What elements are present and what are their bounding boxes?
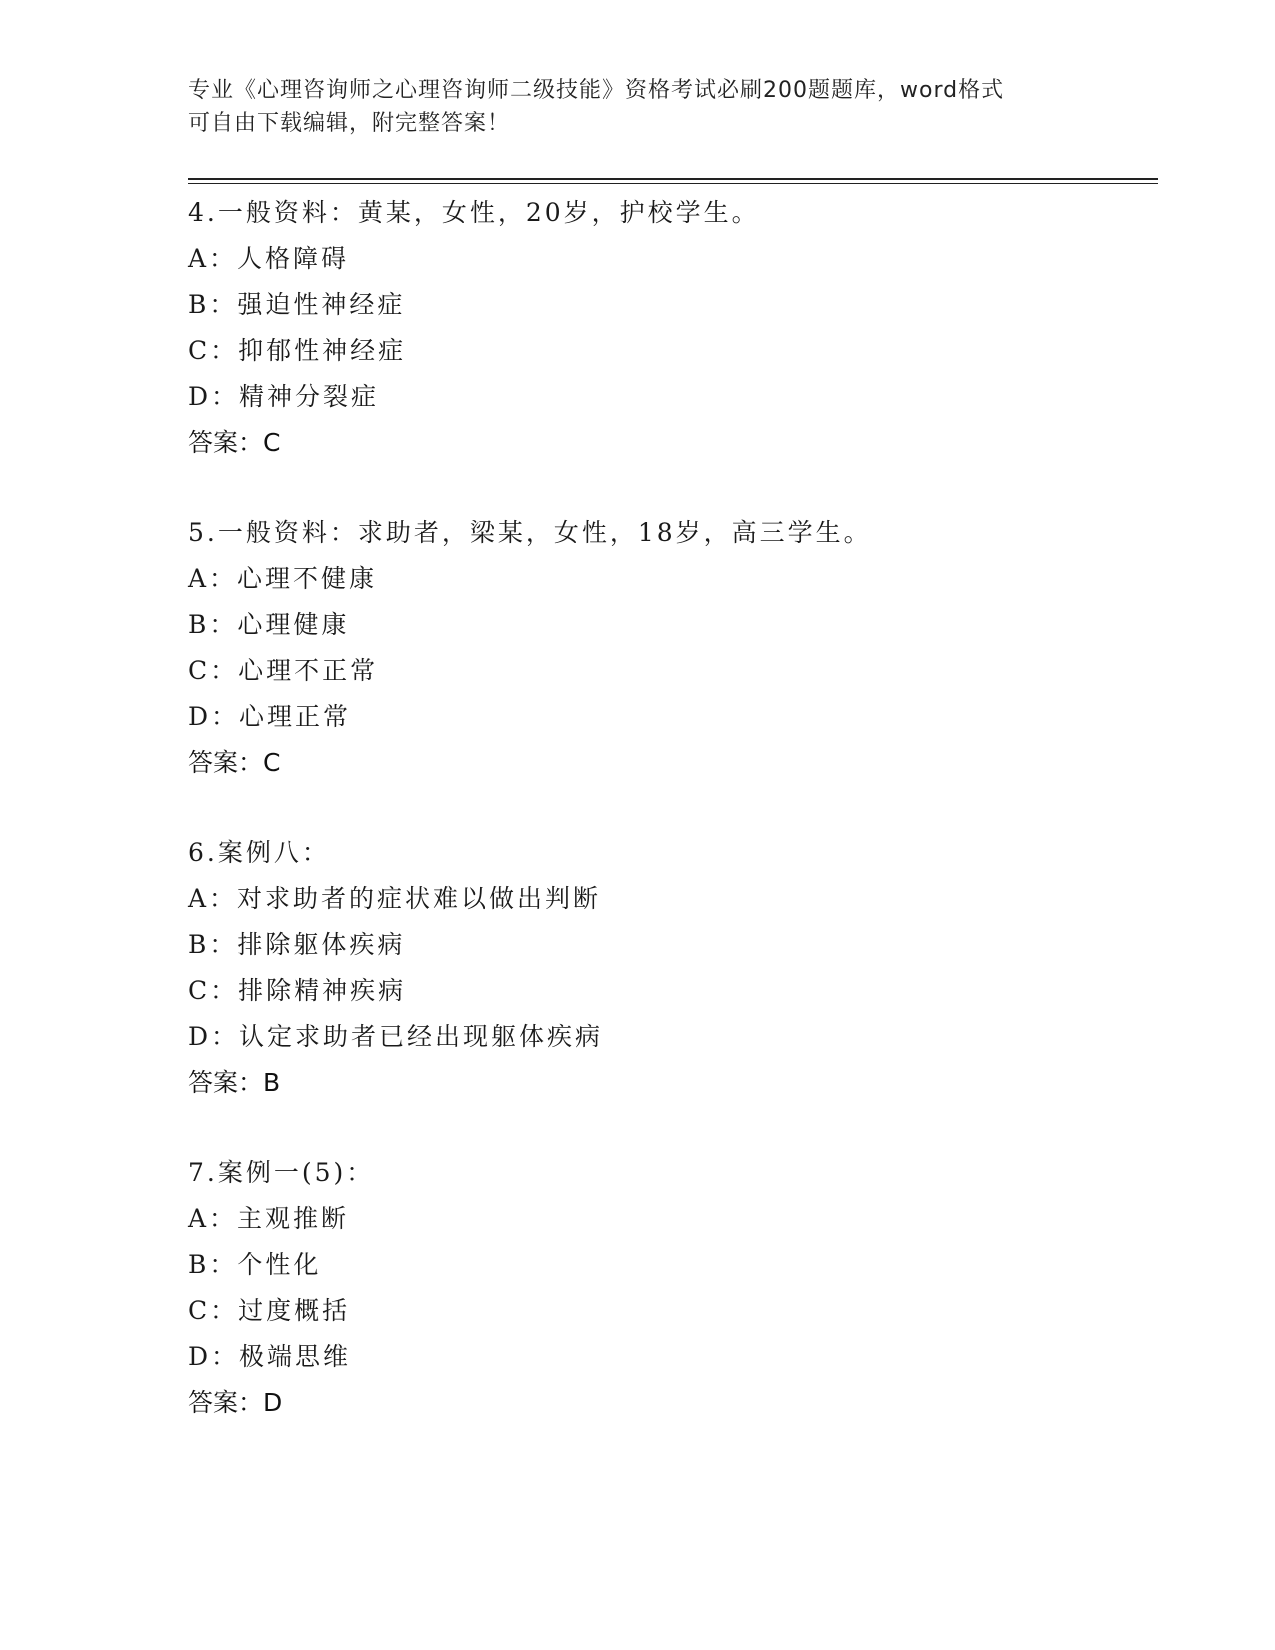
question-stem: 4.一般资料：黄某，女性，20岁，护校学生。	[188, 198, 760, 227]
question-stem: 5.一般资料：求助者，梁某，女性，18岁，高三学生。	[188, 518, 872, 547]
option-d: D：精神分裂症	[188, 382, 380, 411]
option-c: C：排除精神疾病	[188, 976, 407, 1005]
option-c: C：抑郁性神经症	[188, 336, 407, 365]
answer: 答案：B	[188, 1068, 281, 1097]
header-divider-thin	[188, 183, 1158, 184]
option-b: B：心理健康	[188, 610, 350, 639]
option-a: A：心理不健康	[188, 564, 378, 593]
answer: 答案：D	[188, 1388, 283, 1417]
question-7	[188, 1150, 1168, 1426]
header-line-2: 可自由下载编辑，附完整答案！	[188, 111, 511, 136]
option-a: A：主观推断	[188, 1204, 350, 1233]
option-d: D：认定求助者已经出现躯体疾病	[188, 1022, 604, 1051]
question-stem: 7.案例一(5)：	[188, 1158, 375, 1187]
option-c: C：心理不正常	[188, 656, 379, 685]
option-a: A：对求助者的症状难以做出判断	[188, 884, 602, 913]
document-header	[188, 74, 1088, 140]
option-a: A：人格障碍	[188, 244, 350, 273]
question-list	[188, 190, 1168, 1470]
option-b: B：强迫性神经症	[188, 290, 406, 319]
question-4	[188, 190, 1168, 466]
answer: 答案：C	[188, 428, 281, 457]
option-b: B：个性化	[188, 1250, 322, 1279]
question-6	[188, 830, 1168, 1106]
header-divider-thick	[188, 178, 1158, 180]
question-stem: 6.案例八：	[188, 838, 330, 867]
option-d: D：极端思维	[188, 1342, 352, 1371]
option-b: B：排除躯体疾病	[188, 930, 406, 959]
answer: 答案：C	[188, 748, 281, 777]
option-d: D：心理正常	[188, 702, 352, 731]
header-line-1: 专业《心理咨询师之心理咨询师二级技能》资格考试必刷200题题库，word格式	[188, 78, 1005, 103]
question-5	[188, 510, 1168, 786]
option-c: C：过度概括	[188, 1296, 351, 1325]
